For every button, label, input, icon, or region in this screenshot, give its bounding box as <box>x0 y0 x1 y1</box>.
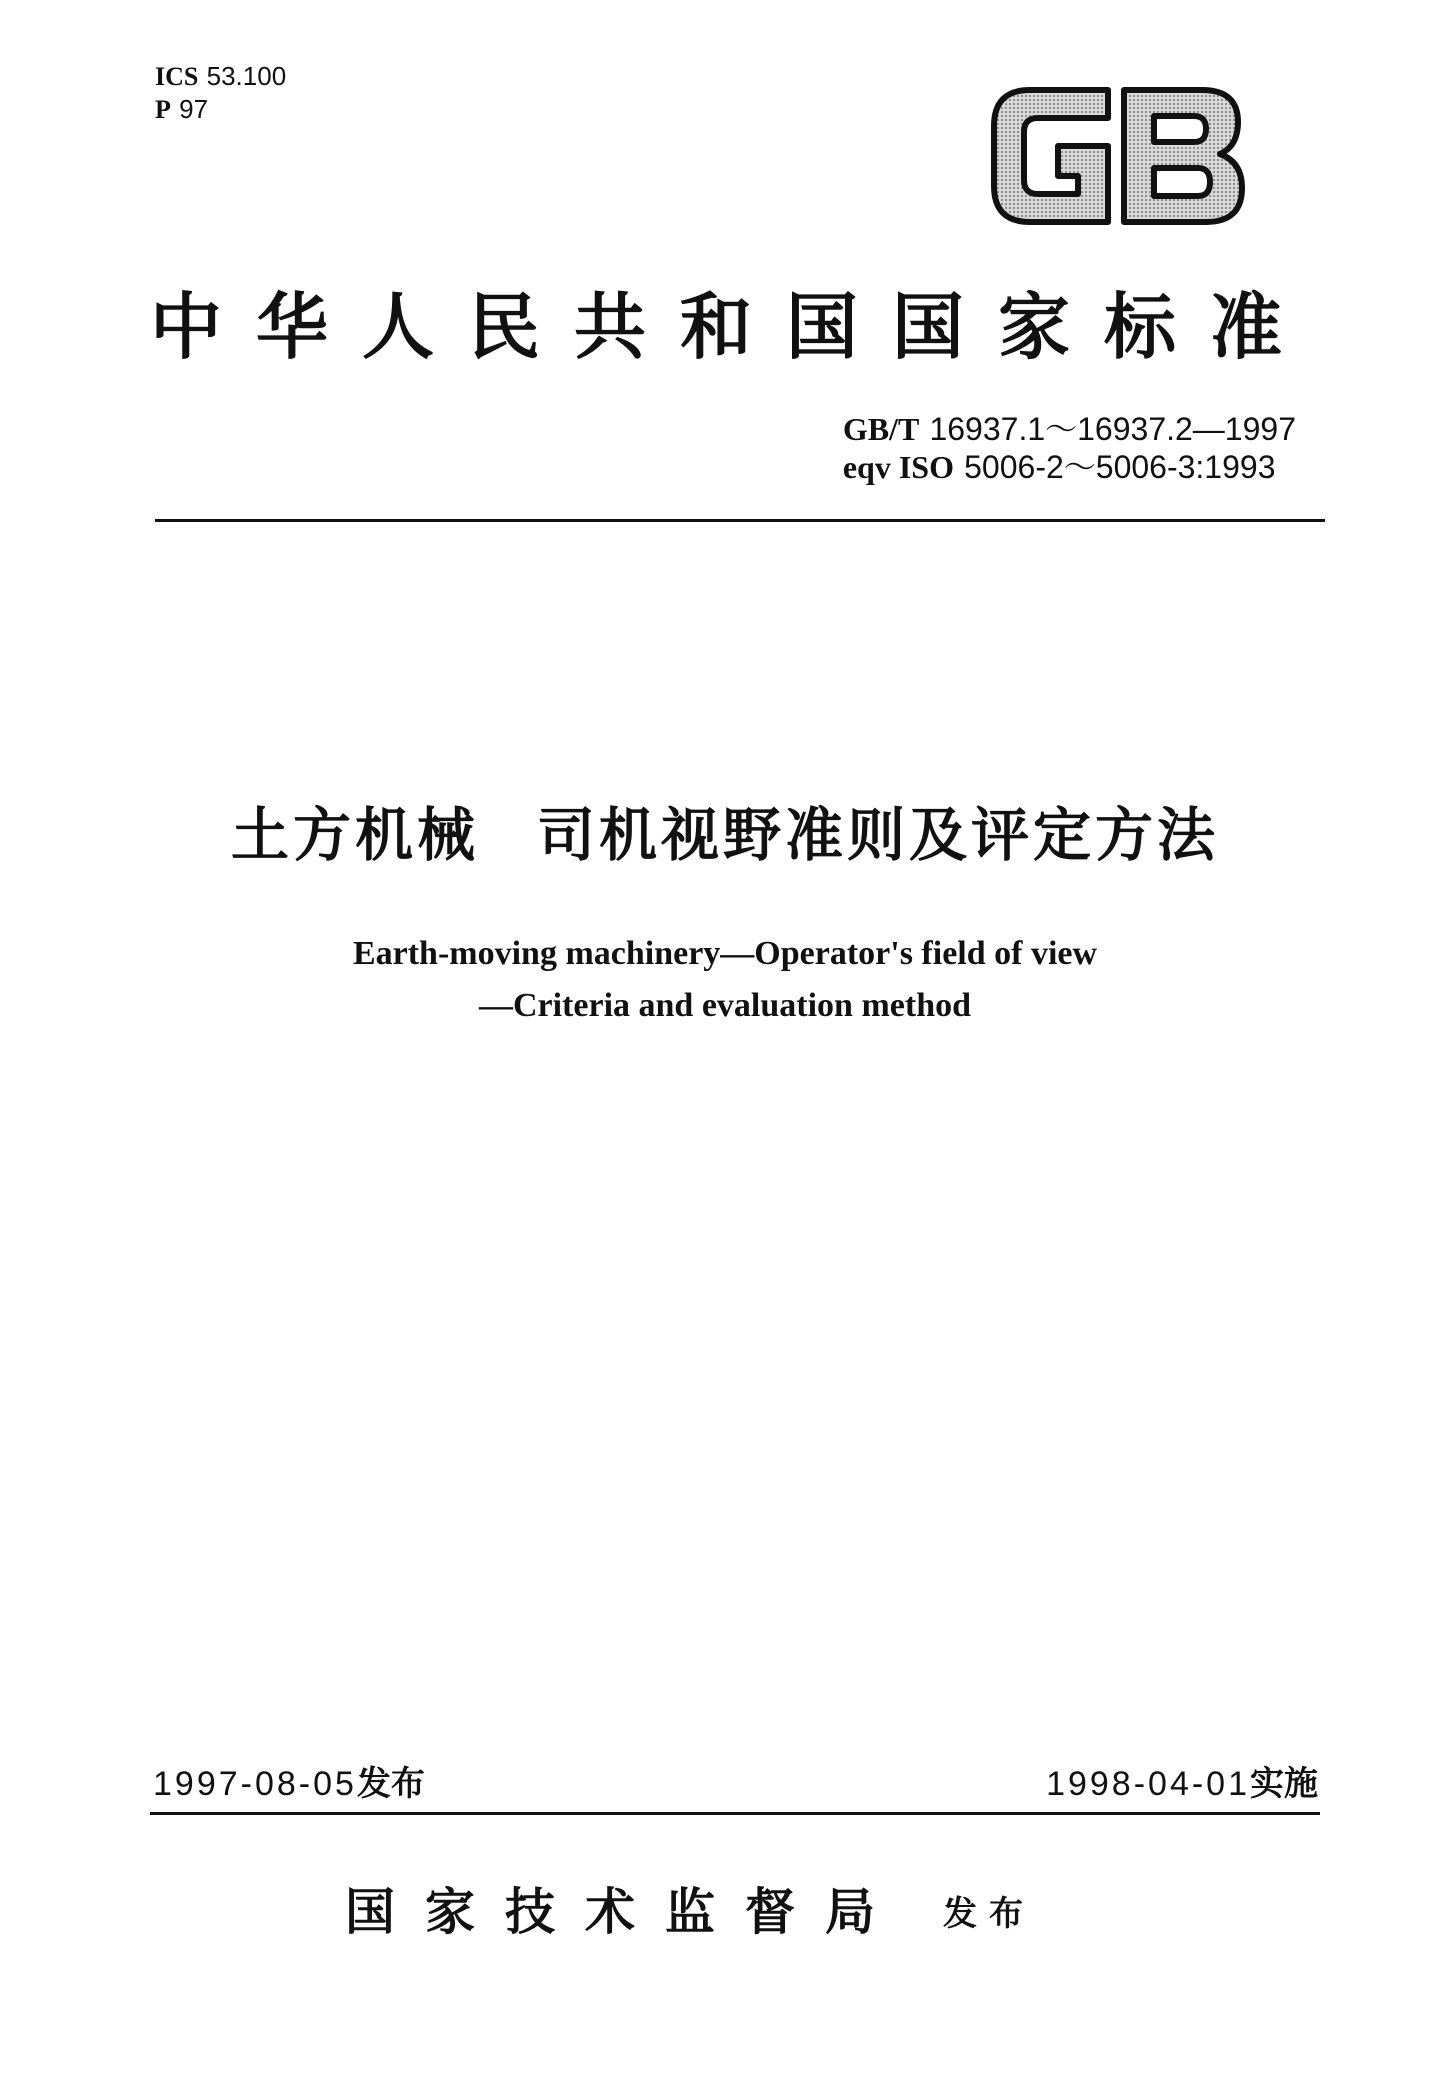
standard-codes <box>843 410 1296 486</box>
issue-date-value: 1997-08-05 <box>153 1765 357 1803</box>
standard-code-label: GB/T <box>842 411 920 447</box>
publisher-action: 发布 <box>943 1894 1035 1934</box>
effective-date <box>1046 1762 1318 1806</box>
bottom-divider <box>150 1812 1320 1815</box>
top-divider <box>155 519 1325 522</box>
issue-date-suffix: 发布 <box>356 1764 425 1804</box>
english-title-line2: —Criteria and evaluation method <box>478 987 972 1024</box>
standard-eqv-line <box>843 448 1296 486</box>
effective-date-suffix: 实施 <box>1250 1764 1318 1804</box>
p-label: P <box>155 95 171 124</box>
standard-code-value: 16937.1～16937.2—1997 <box>929 411 1296 447</box>
classification-block <box>155 60 286 126</box>
effective-date-value: 1998-04-01 <box>1046 1765 1250 1803</box>
issue-date <box>153 1762 425 1806</box>
chinese-title-part2: 司机视野准则及评定方法 <box>537 801 1220 869</box>
publisher-name: 国家技术监督局 <box>345 1882 905 1941</box>
chinese-title <box>0 800 1450 870</box>
publisher <box>345 1880 1145 1946</box>
gb-emblem-icon <box>988 82 1248 230</box>
ics-label: ICS <box>155 62 199 91</box>
english-title <box>0 928 1450 1032</box>
standard-eqv-value: 5006-2～5006-3:1993 <box>964 449 1276 485</box>
ics-value: 53.100 <box>206 61 287 91</box>
standard-eqv-label: eqv ISO <box>842 449 954 485</box>
p-value: 97 <box>179 94 209 124</box>
chinese-title-part1: 土方机械 <box>230 801 479 869</box>
english-title-line1: Earth-moving machinery—Operator's field of view <box>352 935 1098 972</box>
org-title: 中华人民共和国国家标准 <box>150 284 1317 369</box>
ics-line <box>155 60 286 93</box>
standard-code-line <box>843 410 1296 448</box>
p-line <box>155 93 286 126</box>
